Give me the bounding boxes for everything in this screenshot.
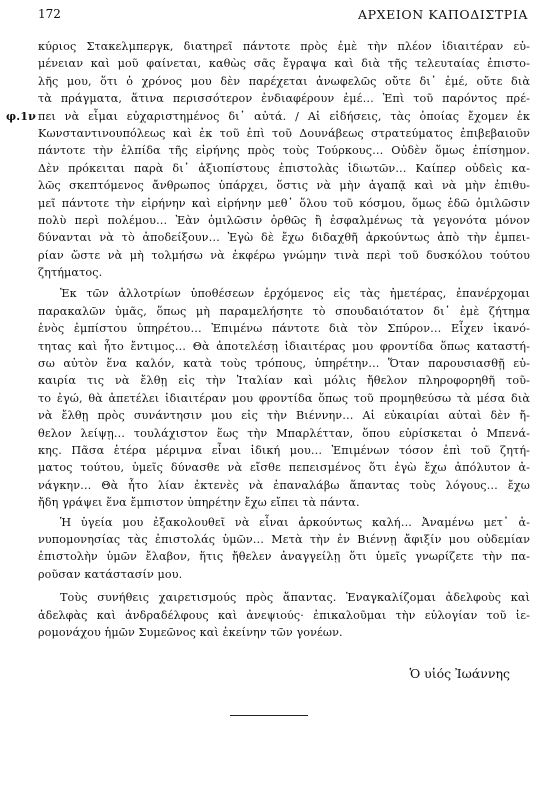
paragraph xyxy=(38,514,530,584)
text-line: Τοὺς συνήθεις χαιρετισμούς πρὸς ἅπαντας. Ἐναγκαλίζομαι ἀδελφοὺς καὶ xyxy=(60,591,530,605)
text-line: νυπομονησίας τὰς ἐπιστολάς ὑμῶν… Μετὰ τὴν ἐν Βιέννῃ ἄφιξίν μου οὐδεμίαν xyxy=(38,532,530,546)
text-line-content: πει νὰ εἶμαι εὐχαριστημένος δι᾿ αὐτά. / Αἱ εἰδήσεις, τὰς ὁποίας ἔχομεν ἐκ xyxy=(38,109,530,123)
text-line: σω αὐτὸν ἕνα καλόν, κατὰ τοὺς τρόπους, ὑπηρέτην… Ὅταν παρουσιασθῇ εὐ- xyxy=(38,357,530,371)
text-line: Ἐκ τῶν ἀλλοτρίων ὑποθέσεων ἐρχόμενος εἰς τὰς ἡμετέρας, ἐπανέρχομαι xyxy=(60,287,530,301)
text-line: Κωνσταντινουπόλεως καὶ ἐκ τοῦ ἐπὶ τοῦ Δουνάβεως στρατεύματος ἐπιβεβαιοῦν xyxy=(38,126,530,140)
text-line: μεῖ πάντοτε τὴν εἰρήνην καὶ εἰρήνην μεθ᾿ ὅλου τοῦ κόσμου, ὅμως ἐδῶ ὁμιλῶσιν xyxy=(38,196,530,210)
text-line: νὰ ἔλθῃ πρὸς συνάντησιν μου εἰς τὴν Βιέννην… Αἱ εὐκαιρίαι αὐταὶ δὲν ἤ- xyxy=(38,409,530,423)
paragraph xyxy=(38,285,530,511)
text-line: κης. Πᾶσα ἑτέρα μέριμνα εἶναι ἰδική μου… Ἐπιμένων τόσον ἐπὶ τοῦ ζητή- xyxy=(38,443,530,457)
text-line: Δὲν πρόκειται παρὰ δι᾿ ἀξιοπίστους ἐπιστολὰς ἰδιωτῶν… Καίπερ οὐδεὶς κα- xyxy=(38,161,530,175)
text-line: πολὺ περὶ πολέμου… Ἐὰν ὁμιλῶσιν ὀρθῶς ἢ ἐσφαλμένως τὰ γεγονότα μόνον xyxy=(38,213,530,227)
text-line: το ἐγώ, θὰ ἀπετέλει ἰδιαιτέραν μου φροντίδα ὅπως τοῦ προμηθεύσω τὰ μέσα διὰ xyxy=(38,391,530,405)
text-line: παρακαλῶν ὑμᾶς, ὅπως μὴ παραμελήσητε τὸ σπουδαιότατον δι᾿ ἐμὲ ζήτημα xyxy=(38,304,530,318)
text-line xyxy=(6,108,530,125)
text-line: ἤδη γράψει ἕνα ἔμπιστον ὑπηρέτην ἔχω εἴπει τὰ πάντα. xyxy=(38,496,360,510)
text-line: ἑνὸς ἐμπίστου ὑπηρέτου… Ἐπιμένω πάντοτε διὰ τὸν Σπύρον… Εἶχεν ἱκανό- xyxy=(38,322,530,336)
text-line: θελον λείψῃ… τουλάχιστον ἕως τὴν Μπαρλέτταν, ὅπου εὑρίσκεται ὁ Μπενά- xyxy=(38,426,530,440)
text-line: μένειαν καὶ μοῦ φαίνεται, καθὼς σᾶς ἔγραψα καὶ διὰ τῆς τελευταίας ἐπιστο- xyxy=(38,57,530,71)
text-line: δύνανται νὰ τὸ ἀποδείξουν… Ἐγὼ δὲ ἔχω διδαχθῆ ἀρκούντως ἀπὸ τὴν ἐμπει- xyxy=(38,231,530,245)
text-line: ἀδελφὰς καὶ ἀνδραδέλφους καὶ ἀνεψιούς· ἐπικαλοῦμαι τὴν εὐλογίαν τοῦ ἱε- xyxy=(38,608,530,622)
text-line: ρίαν ὥστε νὰ μὴ τολμήσω νὰ ἐκφέρω γνώμην τινὰ περὶ τοῦ δυσκόλου τούτου xyxy=(38,248,530,262)
folio-margin-note: φ.1ν xyxy=(6,108,36,123)
text-line: Ἡ ὑγεία μου ἐξακολουθεῖ νὰ εἶναι ἀρκούντως καλή… Ἀναμένω μετ᾿ ἀ- xyxy=(60,515,530,529)
text-line: κύριος Στακελμπεργκ, διατηρεῖ πάντοτε πρὸς ἐμὲ τὴν πλέον ἰδιαιτέραν εὐ- xyxy=(38,40,530,53)
letter-body xyxy=(6,38,530,641)
running-head: ΑΡΧΕΙΟΝ ΚΑΠΟΔΙΣΤΡΙΑ xyxy=(358,7,528,22)
text-line: τητας καὶ ἦτο ἔντιμος… Θὰ ἀποτελέσῃ ἰδιαιτέρας μου φροντίδα ὅπως καταστή- xyxy=(38,339,530,353)
page-header xyxy=(38,7,528,27)
text-line: καιρία τις νὰ ἔλθῃ εἰς τὴν Ἰταλίαν καὶ μόλις ἤθελον πληροφορηθῆ τοῦ- xyxy=(38,374,530,388)
page-number: 172 xyxy=(38,7,61,21)
text-line: ζητήματος. xyxy=(38,266,103,280)
text-line: ροῦσαν κατάστασίν μου. xyxy=(38,567,183,581)
text-line: νάγκην… Θὰ ἦτο λίαν ἐκτενὲς νὰ ἐπαναλάβω ἅπαντας τοὺς λόγους… ἔχω xyxy=(38,478,530,492)
text-line: ρομονάχου ἡμῶν Συμεῶνος καὶ ἐκείνην τῶν γονέων. xyxy=(38,625,343,639)
text-line: ματος τούτου, ὑμεῖς δύνασθε νὰ εἴσθε πεπεισμένος ὅτι ἐγὼ ἔχω ἀπόλυτον ἀ- xyxy=(38,461,530,475)
paragraph xyxy=(6,38,530,281)
text-line: λῶς σκεπτόμενος ἄνθρωπος ὑπάρχει, ὅστις νὰ μὴν ἀγαπᾷ καὶ νὰ μὴν ἐπιθυ- xyxy=(38,179,530,193)
paragraph xyxy=(38,589,530,641)
end-rule xyxy=(230,715,308,716)
signature: Ὁ υἱός Ἰωάννης xyxy=(409,666,510,681)
text-line: ἐπιστολὴν ὑμῶν ἔλαβον, ἥτις ἤθελεν ἀναγγείλῃ ὅτι ὑμεῖς γνωρίζετε τὴν πα- xyxy=(38,550,530,564)
text-line: πάντοτε τὴν ἐλπίδα τῆς εἰρήνης πρὸς τοὺς Τούρκους… Οὐδὲν ὅμως ἐπίσημον. xyxy=(38,144,530,158)
text-line: τὰ πράγματα, ἅτινα περισσότερον ἐνδιαφέρουν ἐμέ… Ἐπὶ τοῦ παρόντος πρέ- xyxy=(38,92,530,106)
text-line: λῆς μου, ὅτι ὁ χρόνος μου δὲν παρέχεται ἀνωφελῶς οὔτε δι᾿ ἐμέ, οὔτε διὰ xyxy=(38,74,530,88)
